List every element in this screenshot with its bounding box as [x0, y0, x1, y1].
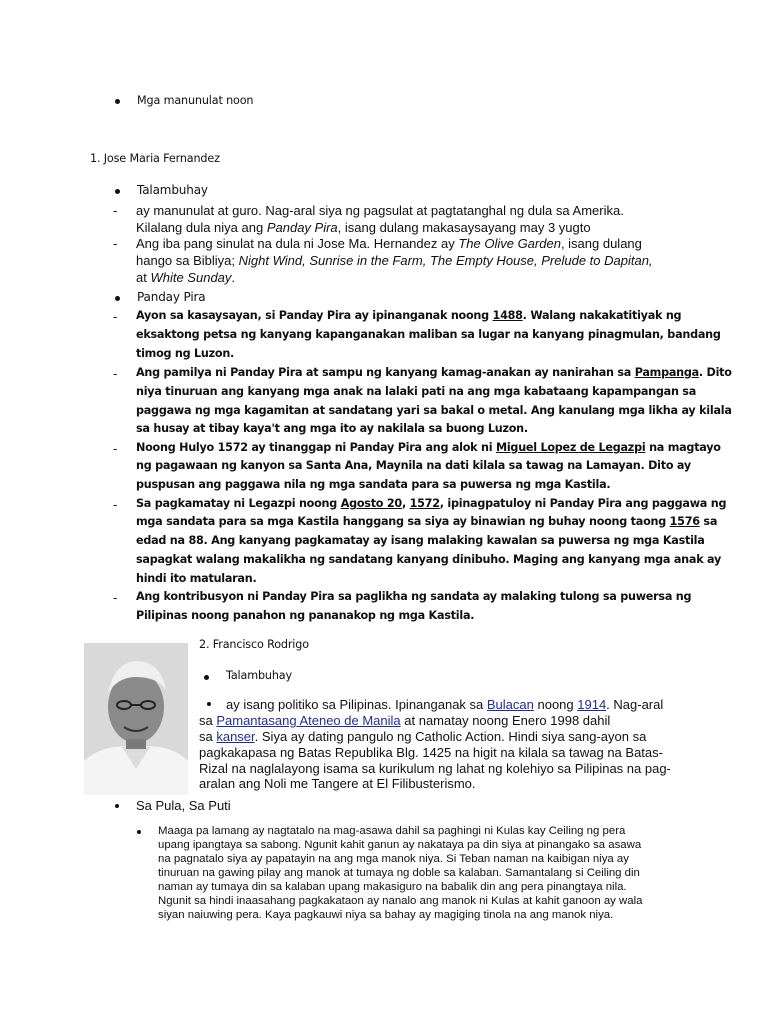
dash-icon: - [113, 203, 118, 218]
portrait-photo [84, 643, 188, 795]
panday-line: sapagkat walang makalikha ng sandatang kanyang dinibuho. Maging ang kanyang mga anak ay [136, 553, 722, 566]
bio-line: ay isang politiko sa Pilipinas. Ipinanganak sa Bulacan noong 1914. Nag-aral [226, 697, 664, 712]
panday-line: puspusan ang paggawa nila ng mga sandata para sa puwersa ng mga Kastila. [136, 478, 611, 491]
bullet-icon [115, 296, 120, 301]
bullet-icon [115, 189, 120, 194]
panday-line: edad na 88. Ang kanyang pagkamatay ay isang malaking kawalan sa puwersa ng mga Kastila [136, 534, 705, 547]
dash-icon: - [113, 497, 118, 512]
dash-icon: - [113, 590, 118, 605]
panday-pira-label: Panday Pira [137, 290, 206, 304]
panday-line: mga sandata para sa mga Kastila hanggang sa siya ay binawian ng buhay noong taong 1576 sa [136, 515, 718, 528]
summary-line: tinuruan na gawing pilay ang manok at tumaya ng doble sa kalaban. Samantalang si Ceiling din [158, 867, 640, 879]
talambuhay1-line: hango sa Bibliya; Night Wind, Sunrise in the Farm, The Empty House, Prelude to Dapitan, [136, 253, 653, 268]
panday-line: paggawa ng mga kagamitan at sandatang yari sa bakal o metal. Ang kanulang mga likha ay kilala [136, 404, 732, 417]
dash-icon: - [113, 236, 118, 251]
panday-line: timog ng Luzon. [136, 347, 235, 360]
talambuhay1-line: Kilalang dula niya ang Panday Pira, isang dulang makasaysayang may 3 yugto [136, 220, 591, 235]
bio-line: pagkakapasa ng Batas Republika Blg. 1425 na higit na kilala sa tawag na Batas- [199, 745, 663, 760]
author2-talambuhay-label: Talambuhay [226, 669, 292, 682]
panday-line: eksaktong petsa ng kanyang kapanganakan maliban sa lugar na kanyang pinagmulan, bandang [136, 328, 721, 341]
bio-line: sa Pamantasang Ateneo de Manila at namatay noong Enero 1998 dahil [199, 713, 611, 728]
panday-line: sa husay at tibay kaya't ang mga ito ay nakilala sa buong Luzon. [136, 422, 528, 435]
summary-line: naman ay tumaya din sa kalaban upang makasiguro na babalik din ang pera pinangtaya nila. [158, 881, 627, 893]
summary-line: na pagnatalo siya ay papatayin na ang mga manok niya. Si Teban naman na kaibigan niya ay [158, 853, 629, 865]
bio-line: aralan ang Noli me Tangere at El Filibusterismo. [199, 776, 476, 791]
panday-line: Pilipinas noong panahon ng pananakop ng mga Kastila. [136, 609, 475, 622]
talambuhay1-line: Ang iba pang sinulat na dula ni Jose Ma. Hernandez ay The Olive Garden, isang dulang [136, 236, 642, 251]
bullet-icon [115, 99, 120, 104]
summary-line: Maaga pa lamang ay nagtatalo na mag-asawa dahil sa paghingi ni Kulas kay Ceiling ng pera [158, 825, 626, 837]
author2-heading: 2. Francisco Rodrigo [199, 638, 309, 651]
panday-line: Ang kontribusyon ni Panday Pira sa paglikha ng sandata ay malaking tulong sa puwersa ng [136, 590, 692, 603]
dash-icon: - [113, 366, 118, 381]
summary-line: upang ipangtaya sa sabong. Ngunit kahit ganun ay nakataya pa din siya at pinangako sa asawa [158, 839, 642, 851]
bullet-icon [207, 702, 211, 706]
bullet-icon [137, 830, 141, 834]
panday-line: Ayon sa kasaysayan, si Panday Pira ay ipinanganak noong 1488. Walang nakakatitiyak ng [136, 309, 682, 322]
panday-line: ng pagawaan ng kanyon sa Santa Ana, Maynila na dati kilala sa tawag na Lamayan. Dito ay [136, 459, 691, 472]
bullet-icon [204, 675, 209, 680]
author1-heading: 1. Jose Maria Fernandez [90, 152, 220, 165]
kanser-link[interactable]: kanser [216, 729, 255, 744]
panday-line: Sa pagkamatay ni Legazpi noong Agosto 20, 1572, ipinagpatuloy ni Panday Pira ang paggawa ng [136, 497, 727, 510]
summary-line: Ngunit sa hindi inaasahang pagkakataon ay nanalo ang manok ni Kulas at kahit ganoon ay wala [158, 895, 643, 907]
talambuhay1-line: ay manunulat at guro. Nag-aral siya ng pagsulat at pagtatanghal ng dula sa Amerika. [136, 203, 624, 218]
bulacan-link[interactable]: Bulacan [486, 697, 534, 712]
panday-line: Noong Hulyo 1572 ay tinanggap ni Panday Pira ang alok ni Miguel Lopez de Legazpi na magtayo [136, 441, 721, 454]
dash-icon: - [113, 309, 118, 324]
summary-line: siyan naiuwing pera. Kaya pagkauwi niya sa bahay ay magiging tinola na ang manok niya. [158, 909, 614, 921]
panday-line: Ang pamilya ni Panday Pira at sampu ng kanyang kamag-anakan ay nanirahan sa Pampanga. Dito [136, 366, 732, 379]
header-bullet-text: Mga manunulat noon [137, 94, 254, 107]
ateneo-link[interactable]: Pamantasang Ateneo de Manila [216, 713, 401, 728]
author1-talambuhay-label: Talambuhay [137, 183, 208, 197]
portrait-illustration [84, 643, 188, 795]
dash-icon: - [113, 441, 118, 456]
bio-line: sa kanser. Siya ay dating pangulo ng Catholic Action. Hindi siya sang-ayon sa [199, 729, 647, 744]
talambuhay1-line: at White Sunday. [136, 270, 236, 285]
panday-line: niya tinuruan ang kanyang mga anak na lalaki pati na ang mga kabataang kapampangan sa [136, 385, 697, 398]
bio-line: Rizal na naglalayong isama sa kurikulum ng lahat ng kolehiyo sa Pilipinas na pag- [199, 761, 671, 776]
year-1914-link[interactable]: 1914 [577, 697, 607, 712]
panday-line: hindi ito matularan. [136, 572, 257, 585]
bullet-icon [115, 804, 119, 808]
work-title: Sa Pula, Sa Puti [136, 798, 231, 813]
